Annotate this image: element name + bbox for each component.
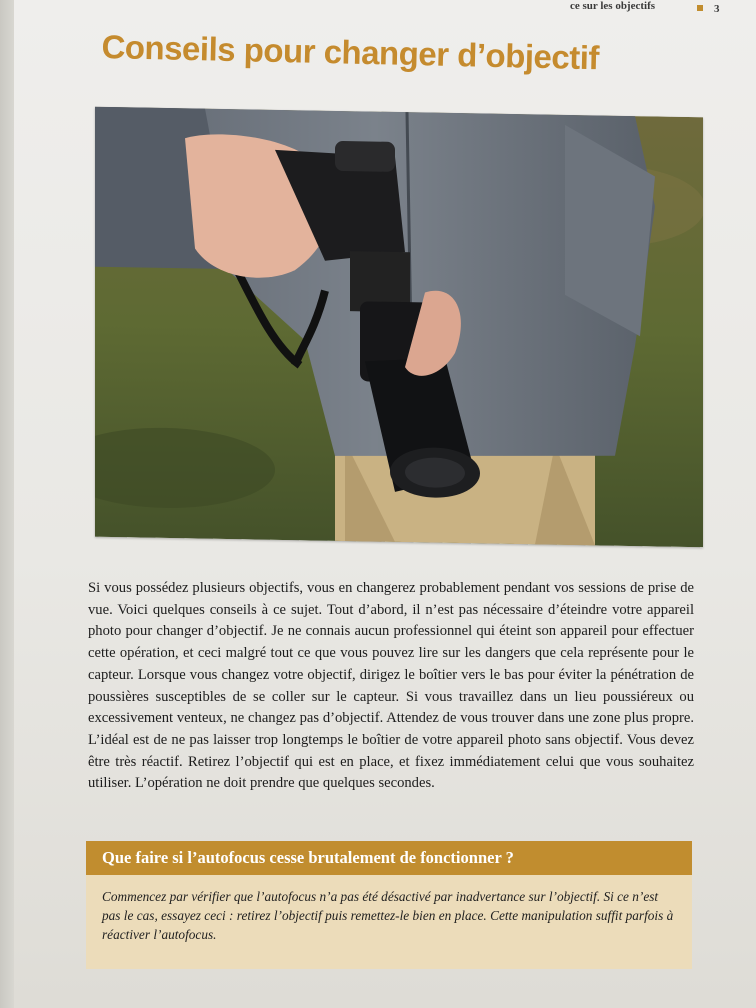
- running-head: [560, 0, 756, 18]
- camera-photo: [95, 107, 703, 548]
- tip-box-text: Commencez par vérifier que l’autofocus n’a pas été désactivé par inadvertance sur l’objectif. Si ce n’est pas le cas, essayez ceci : retirez l’objectif puis remettez-le bien en place. Cette manipulation suffit parfois à réactiver l’autofocus.: [102, 889, 674, 942]
- camera-photo-illustration: [95, 107, 703, 548]
- page-edge: [0, 0, 14, 1008]
- tip-box: [86, 841, 692, 969]
- running-head-text: ce sur les objectifs: [570, 0, 656, 12]
- running-head-square-icon: [697, 5, 703, 11]
- page-number: 3: [714, 3, 720, 15]
- page-title: Conseils pour changer d’objectif: [101, 28, 600, 77]
- tip-box-title: Que faire si l’autofocus cesse brutalement de fonctionner ?: [86, 841, 692, 875]
- body-paragraph: Si vous possédez plusieurs objectifs, vous en changerez probablement pendant vos sessions de prise de vue. Voici quelques conseils à ce sujet. Tout d’abord, il n’est pas nécessaire d’éteindre votre appareil photo pour changer d’objectif. Je ne connais aucun professionnel qui éteint son appareil pour effectuer cette opération, et ceci malgré tout ce que vous pouvez lire sur les dangers que cela représente pour le capteur. Lorsque vous changez votre objectif, dirigez le boîtier vers le bas pour éviter la pénétration de poussières susceptibles de se coller sur le capteur. Si vous travaillez dans un lieu poussiéreux ou excessivement venteux, ne changez pas d’objectif. Attendez de vous trouver dans une zone plus propre. L’idéal est de ne pas laisser trop longtemps le boîtier de votre appareil photo sans objectif. Vous devez être très réactif. Retirez l’objectif qui est en place, et fixez immédiatement celui que vous souhaitez utiliser. L’opération ne doit prendre que quelques secondes.: [88, 580, 694, 792]
